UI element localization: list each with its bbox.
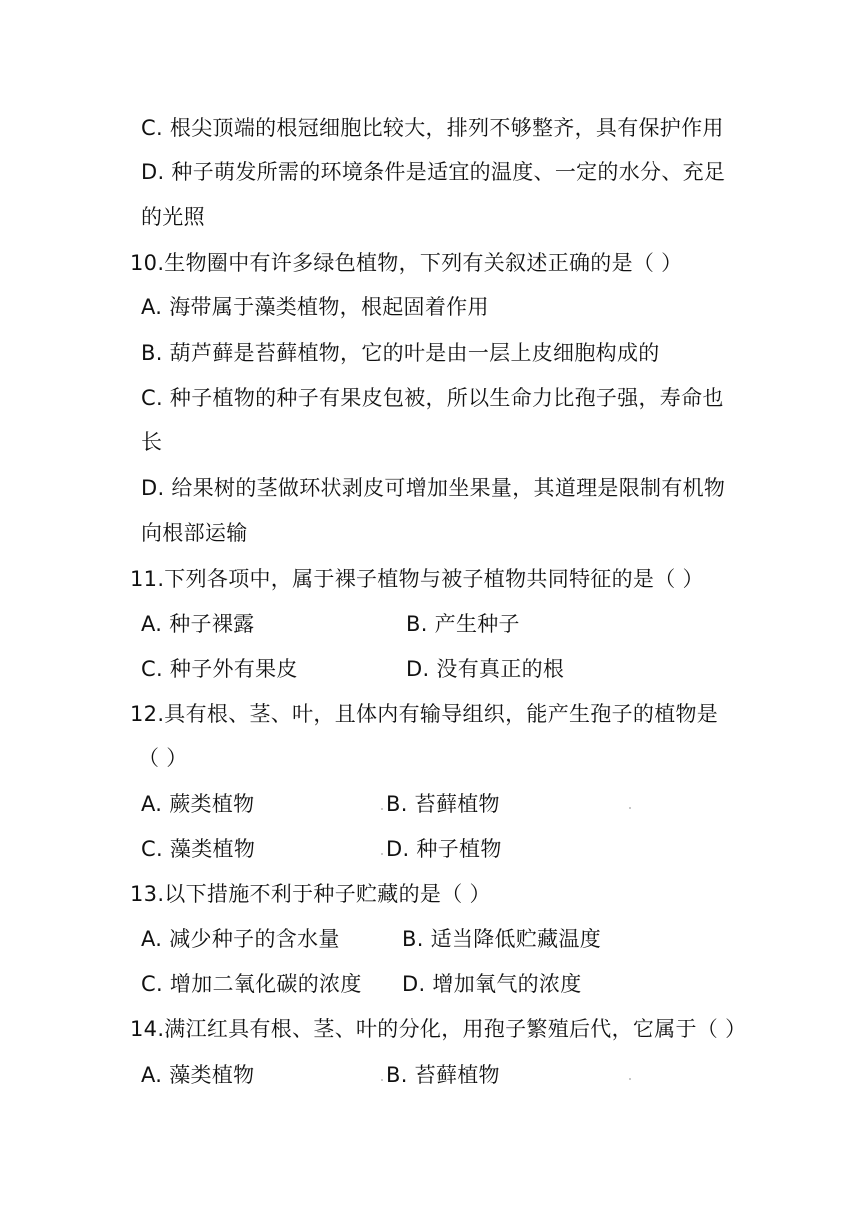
q14-option-a: A. 藻类植物 (141, 1063, 255, 1087)
q11-option-a: A. 种子裸露 (141, 612, 255, 636)
q12-stem: 12.具有根、茎、叶，且体内有输导组织，能产生孢子的植物是 (130, 702, 719, 726)
q13-option-b: B. 适当降低贮藏温度 (402, 927, 602, 951)
q14-stem: 14.满江红具有根、茎、叶的分化，用孢子繁殖后代，它属于（ ） (130, 1017, 747, 1041)
q11-option-c: C. 种子外有果皮 (141, 657, 298, 681)
q13-option-c: C. 增加二氧化碳的浓度 (141, 972, 362, 996)
artifact-dot (381, 808, 383, 810)
q11-option-b: B. 产生种子 (406, 612, 520, 636)
q10-option-c-cont: 长 (141, 430, 163, 454)
q10-option-d: D. 给果树的茎做环状剥皮可增加坐果量，其道理是限制有机物 (141, 476, 726, 500)
q12-option-b: B. 苔藓植物 (386, 792, 500, 816)
q10-option-a: A. 海带属于藻类植物，根起固着作用 (141, 295, 489, 319)
q13-option-a: A. 减少种子的含水量 (141, 927, 340, 951)
q9-option-d: D. 种子萌发所需的环境条件是适宜的温度、一定的水分、充足 (141, 160, 726, 184)
q13-stem: 13.以下措施不利于种子贮藏的是（ ） (130, 882, 491, 906)
artifact-dot (629, 807, 631, 809)
artifact-dot (629, 1078, 631, 1080)
q10-option-b: B. 葫芦藓是苔藓植物，它的叶是由一层上皮细胞构成的 (141, 341, 660, 365)
q11-option-d: D. 没有真正的根 (406, 657, 565, 681)
q10-option-c: C. 种子植物的种子有果皮包被，所以生命力比孢子强，寿命也 (141, 386, 724, 410)
q12-option-a: A. 蕨类植物 (141, 792, 255, 816)
q10-option-d-cont: 向根部运输 (141, 521, 248, 545)
q12-option-c: C. 藻类植物 (141, 837, 256, 861)
q9-option-d-cont: 的光照 (141, 205, 205, 229)
q10-stem: 10.生物圈中有许多绿色植物，下列有关叙述正确的是（ ） (130, 251, 683, 275)
artifact-dot (381, 1079, 383, 1081)
q11-stem: 11.下列各项中，属于裸子植物与被子植物共同特征的是（ ） (130, 567, 704, 591)
q14-option-b: B. 苔藓植物 (386, 1063, 500, 1087)
q9-option-c: C. 根尖顶端的根冠细胞比较大，排列不够整齐，具有保护作用 (141, 116, 724, 140)
q12-stem-cont: （ ） (138, 746, 188, 770)
q12-option-d: D. 种子植物 (386, 837, 502, 861)
q13-option-d: D. 增加氧气的浓度 (402, 972, 582, 996)
artifact-dot (381, 853, 383, 855)
